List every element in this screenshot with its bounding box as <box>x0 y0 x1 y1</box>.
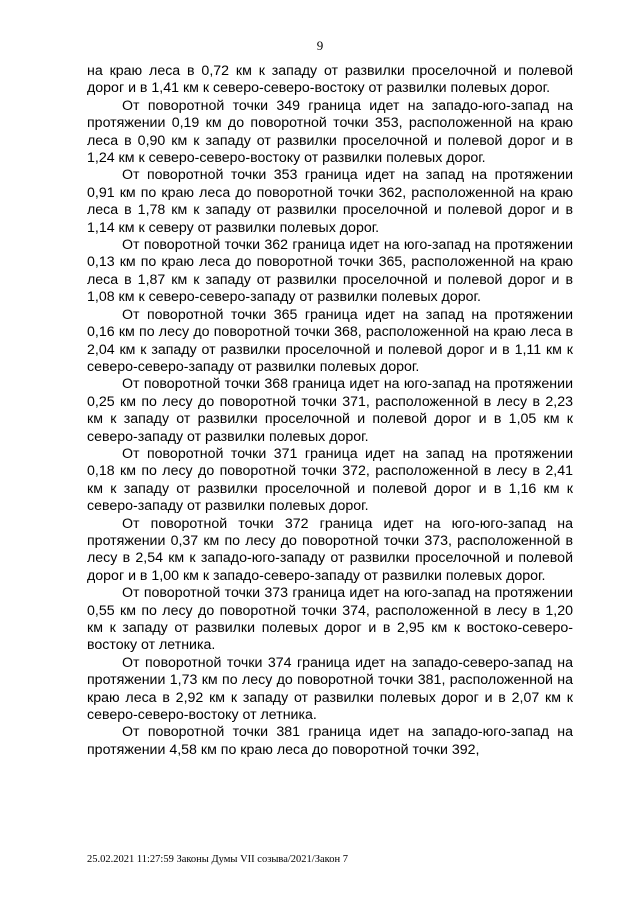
paragraph: От поворотной точки 372 граница идет на юго-юго-запад на протяжении 0,37 км по лесу до поворотной точки 373, расположенной в лесу в 2,54 км к западо-юго-западу от развилки проселочной и полевой дорог и в 1,00 км к западо-северо-западу от развилки полевых дорог. <box>87 515 573 584</box>
paragraph: От поворотной точки 353 граница идет на запад на протяжении 0,91 км по краю леса до поворотной точки 362, расположенной на краю леса в 1,78 км к западу от развилки проселочной и полевой дорог и в 1,14 км к северу от развилки полевых дорог. <box>87 167 573 236</box>
paragraph: От поворотной точки 374 граница идет на западо-северо-запад на протяжении 1,73 км по лесу до поворотной точки 381, расположенной на краю леса в 2,92 км к западу от развилки полевых дорог и в 2,07 км к северо-северо-востоку от летника. <box>87 654 573 724</box>
page-number: 9 <box>316 38 324 53</box>
paragraph: От поворотной точки 381 граница идет на западо-юго-запад на протяжении 4,58 км по краю леса до поворотной точки 392, <box>87 724 573 758</box>
paragraph: От поворотной точки 362 граница идет на юго-запад на протяжении 0,13 км по краю леса до поворотной точки 365, расположенной на краю леса в 1,87 км к западу от развилки проселочной и полевой дорог и в 1,08 км к северо-северо-западу от развилки полевых дорог. <box>87 237 573 306</box>
paragraph-continuation: на краю леса в 0,72 км к западу от развилки проселочной и полевой дорог и в 1,41 км к северо-северо-востоку от развилки полевых дорог. <box>87 63 573 97</box>
document-footer: 25.02.2021 11:27:59 Законы Думы VII созыва/2021/Закон 7 <box>87 854 348 865</box>
paragraph: От поворотной точки 373 граница идет на юго-запад на протяжении 0,55 км по лесу до поворотной точки 374, расположенной в лесу в 1,20 км к западу от развилки полевых дорог и в 2,95 км к востоко-северо-востоку от летника. <box>87 585 573 654</box>
paragraph: От поворотной точки 349 граница идет на западо-юго-запад на протяжении 0,19 км до поворотной точки 353, расположенной на краю леса в 0,90 км к западу от развилки проселочной и полевой дорог и в 1,24 км к северо-северо-востоку от развилки полевых дорог. <box>87 97 573 167</box>
paragraph: От поворотной точки 368 граница идет на юго-запад на протяжении 0,25 км по лесу до поворотной точки 371, расположенной в лесу в 2,23 км к западу от развилки проселочной и полевой дорог и в 1,05 км к северо-западу от развилки полевых дорог. <box>87 376 573 445</box>
paragraph: От поворотной точки 365 граница идет на запад на протяжении 0,16 км по лесу до поворотной точки 368, расположенной на краю леса в 2,04 км к западу от развилки проселочной и полевой дорог и в 1,11 км к северо-северо-западу от развилки полевых дорог. <box>87 306 573 375</box>
paragraph: От поворотной точки 371 граница идет на запад на протяжении 0,18 км по лесу до поворотной точки 372, расположенной в лесу в 2,41 км к западу от развилки проселочной и полевой дорог и в 1,16 км к северо-западу от развилки полевых дорог. <box>87 445 573 515</box>
document-body <box>87 63 573 759</box>
